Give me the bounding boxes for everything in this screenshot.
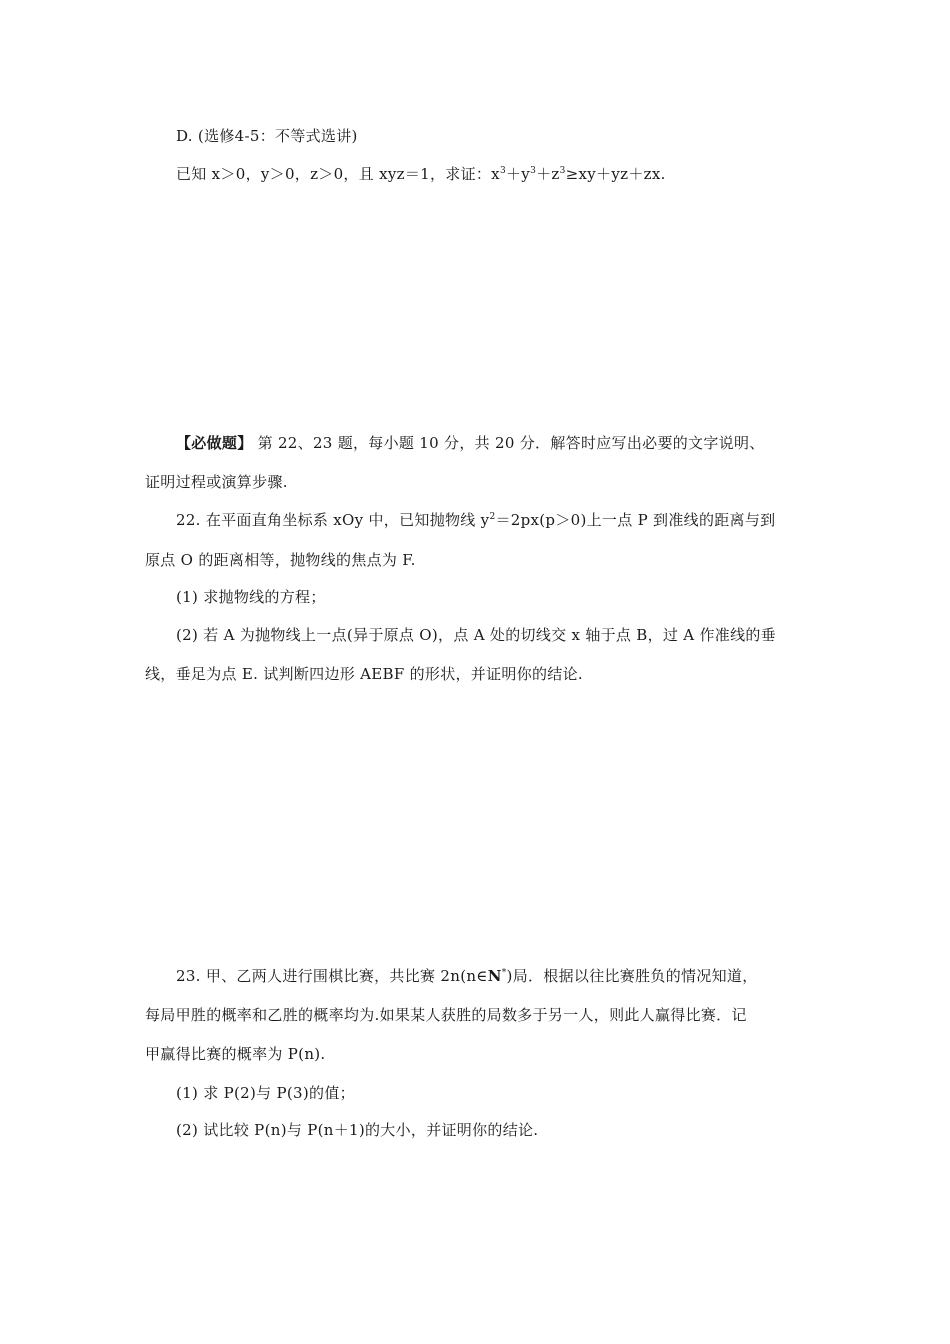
exponent: 3 (530, 166, 537, 176)
q22-line2: 原点 O 的距离相等，抛物线的焦点为 F. (145, 551, 416, 569)
problem-text: ＋z (536, 165, 560, 183)
q23-line2: 每局甲胜的概率和乙胜的概率均为.如果某人获胜的局数多于另一人，则此人赢得比赛．记 (145, 1006, 747, 1024)
q22-part2-line1: (2) 若 A 为抛物线上一点(异于原点 O)，点 A 处的切线交 x 轴于点 B，过 A 作准线的垂 (176, 626, 776, 644)
q23-part1: (1) 求 P(2)与 P(3)的值； (176, 1084, 355, 1102)
exponent: 2 (489, 512, 496, 522)
q22-line1 (176, 510, 775, 530)
exponent: * (501, 968, 507, 978)
problem-text: ＋y (505, 165, 531, 183)
problem-text: 已知 x＞0，y＞0，z＞0，且 xyz＝1，求证：x (176, 165, 500, 183)
q23-line1 (176, 966, 758, 986)
q22-text: ＝2px(p＞0)上一点 P 到准线的距离与到 (495, 511, 776, 529)
required-desc: 第 22、23 题，每小题 10 分，共 20 分．解答时应写出必要的文字说明、 (252, 434, 765, 452)
q22-part1: (1) 求抛物线的方程； (176, 588, 326, 606)
required-tag: 【必做题】 (176, 434, 253, 452)
q23-text: )局．根据以往比赛胜负的情况知道， (506, 967, 758, 985)
q22-text: 22. 在平面直角坐标系 xOy 中，已知抛物线 y (176, 511, 490, 529)
natural-numbers-symbol: N (487, 967, 502, 985)
exponent: 3 (499, 166, 506, 176)
required-section-intro (176, 433, 765, 453)
required-section-line2: 证明过程或演算步骤. (145, 473, 288, 491)
q23-text: 23. 甲、乙两人进行围棋比赛，共比赛 2n(n∈ (176, 967, 488, 985)
q22-part2-line2: 线，垂足为点 E. 试判断四边形 AEBF 的形状，并证明你的结论. (145, 665, 583, 683)
exponent: 3 (559, 166, 566, 176)
q23-part2: (2) 试比较 P(n)与 P(n＋1)的大小，并证明你的结论. (176, 1121, 539, 1139)
problem-text: ≥xy＋yz＋zx. (565, 165, 666, 183)
section-d-problem (176, 164, 666, 184)
section-d-heading: D. (选修4-5：不等式选讲) (176, 127, 358, 145)
q23-line3: 甲赢得比赛的概率为 P(n). (145, 1045, 326, 1063)
